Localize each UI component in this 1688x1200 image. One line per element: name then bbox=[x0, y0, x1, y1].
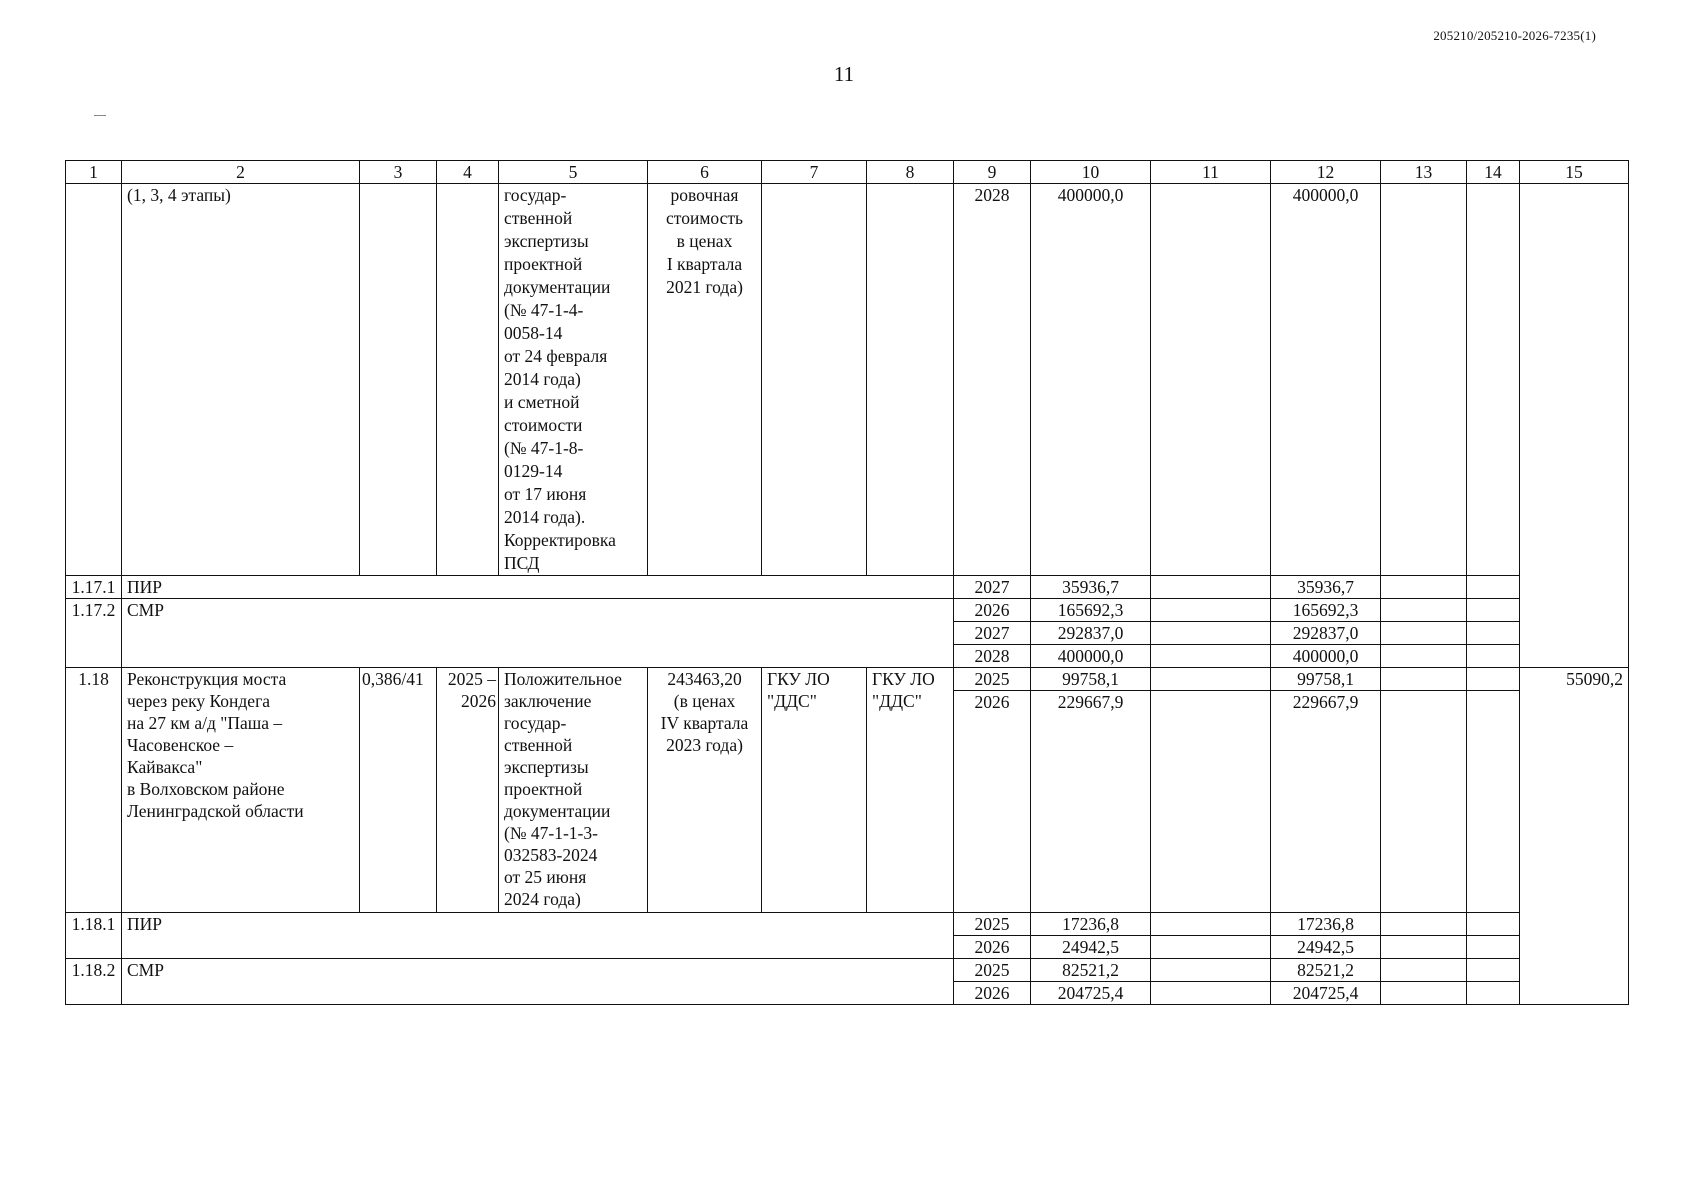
expertise-conclusion-continuation: государ- ственной экспертизы проектной документации (№ 47-1-4- 0058-14 от 24 февраля 2014 года) и сметной стоимости (№ 47-1-8- 0129-14 от 17 июня 2014 года). Корректировка ПСД bbox=[499, 184, 648, 576]
col15-cell bbox=[1520, 622, 1629, 645]
total-amount-cell: 229667,9 bbox=[1031, 691, 1151, 913]
capacity-cell bbox=[360, 184, 437, 576]
regional-budget-cell: 17236,8 bbox=[1271, 913, 1381, 936]
col13-cell bbox=[1381, 668, 1467, 691]
total-amount-cell: 165692,3 bbox=[1031, 599, 1151, 622]
col13-cell bbox=[1381, 622, 1467, 645]
regional-budget-cell: 229667,9 bbox=[1271, 691, 1381, 913]
regional-budget-cell: 35936,7 bbox=[1271, 576, 1381, 599]
object-name-cell: Реконструкция моста через реку Кондега на 27 км а/д "Паша – Часовенское – Кайвакса" в Волховском районе Ленинградской области bbox=[122, 668, 360, 913]
header-cell: 5 bbox=[499, 161, 648, 184]
regional-budget-cell: 292837,0 bbox=[1271, 622, 1381, 645]
col14-cell bbox=[1467, 599, 1520, 622]
row-number-cell: 1.17.1 bbox=[66, 576, 122, 599]
header-cell: 9 bbox=[954, 161, 1031, 184]
year-cell: 2028 bbox=[954, 184, 1031, 576]
col13-cell bbox=[1381, 913, 1467, 936]
col11-cell bbox=[1151, 576, 1271, 599]
header-cell: 12 bbox=[1271, 161, 1381, 184]
regional-budget-cell: 400000,0 bbox=[1271, 184, 1381, 576]
header-cell: 1 bbox=[66, 161, 122, 184]
header-cell: 10 bbox=[1031, 161, 1151, 184]
regional-budget-cell: 24942,5 bbox=[1271, 936, 1381, 959]
object-name-continuation: (1, 3, 4 этапы) bbox=[122, 184, 360, 576]
table-row-1-17-2 bbox=[66, 599, 1629, 622]
col11-cell bbox=[1151, 691, 1271, 913]
regional-budget-cell: 400000,0 bbox=[1271, 645, 1381, 668]
header-cell: 15 bbox=[1520, 161, 1629, 184]
col11-cell bbox=[1151, 599, 1271, 622]
col14-cell bbox=[1467, 691, 1520, 913]
header-cell: 11 bbox=[1151, 161, 1271, 184]
table-row-1-18-2 bbox=[66, 959, 1629, 982]
regional-budget-cell: 165692,3 bbox=[1271, 599, 1381, 622]
table-header-row bbox=[66, 161, 1629, 184]
col14-cell bbox=[1467, 913, 1520, 936]
col14-cell bbox=[1467, 622, 1520, 645]
col11-cell bbox=[1151, 668, 1271, 691]
year-cell: 2026 bbox=[954, 936, 1031, 959]
header-cell: 13 bbox=[1381, 161, 1467, 184]
estimated-cost-continuation: ровочная стоимость в ценах I квартала 2021 года) bbox=[648, 184, 762, 576]
page-number: 11 bbox=[833, 62, 855, 86]
col11-cell bbox=[1151, 645, 1271, 668]
table-row-1-18 bbox=[66, 668, 1629, 691]
regional-budget-cell: 82521,2 bbox=[1271, 959, 1381, 982]
col15-cell bbox=[1520, 645, 1629, 668]
stage-name-cell: ПИР bbox=[122, 576, 954, 599]
customer-cell bbox=[762, 184, 867, 576]
total-amount-cell: 204725,4 bbox=[1031, 982, 1151, 1005]
developer-cell: ГКУ ЛО "ДДС" bbox=[867, 668, 954, 913]
total-amount-cell: 99758,1 bbox=[1031, 668, 1151, 691]
row-number-cell: 1.18.2 bbox=[66, 959, 122, 1005]
stage-name-cell: СМР bbox=[122, 599, 954, 668]
col13-cell bbox=[1381, 691, 1467, 913]
header-cell: 6 bbox=[648, 161, 762, 184]
total-amount-cell: 35936,7 bbox=[1031, 576, 1151, 599]
estimated-cost-cell: 243463,20 (в ценах IV квартала 2023 года) bbox=[648, 668, 762, 913]
col14-cell bbox=[1467, 576, 1520, 599]
year-cell: 2028 bbox=[954, 645, 1031, 668]
margin-mark bbox=[94, 115, 106, 116]
col11-cell bbox=[1151, 184, 1271, 576]
col14-cell bbox=[1467, 936, 1520, 959]
year-cell: 2027 bbox=[954, 576, 1031, 599]
year-cell: 2025 bbox=[954, 913, 1031, 936]
table-row-1-18-1 bbox=[66, 913, 1629, 936]
total-amount-cell: 292837,0 bbox=[1031, 622, 1151, 645]
col13-cell bbox=[1381, 645, 1467, 668]
year-cell: 2027 bbox=[954, 622, 1031, 645]
expertise-conclusion-cell: Положительное заключение государ- ственной экспертизы проектной документации (№ 47-1-1-3- 032583-2024 от 25 июня 2024 года) bbox=[499, 668, 648, 913]
col11-cell bbox=[1151, 622, 1271, 645]
year-cell: 2026 bbox=[954, 691, 1031, 913]
period-cell bbox=[437, 184, 499, 576]
row-number-cell bbox=[66, 184, 122, 576]
header-cell: 4 bbox=[437, 161, 499, 184]
row-number-cell: 1.17.2 bbox=[66, 599, 122, 668]
col14-cell bbox=[1467, 668, 1520, 691]
document-registration-code: 205210/205210-2026-7235(1) bbox=[1433, 28, 1596, 43]
row-number-cell: 1.18.1 bbox=[66, 913, 122, 959]
col11-cell bbox=[1151, 913, 1271, 936]
col13-cell bbox=[1381, 936, 1467, 959]
col13-cell bbox=[1381, 599, 1467, 622]
total-amount-cell: 400000,0 bbox=[1031, 645, 1151, 668]
total-amount-cell: 24942,5 bbox=[1031, 936, 1151, 959]
col15-cell bbox=[1520, 576, 1629, 599]
year-cell: 2026 bbox=[954, 599, 1031, 622]
total-amount-cell: 82521,2 bbox=[1031, 959, 1151, 982]
col13-cell bbox=[1381, 982, 1467, 1005]
customer-cell: ГКУ ЛО "ДДС" bbox=[762, 668, 867, 913]
col11-cell bbox=[1151, 959, 1271, 982]
col13-cell bbox=[1381, 576, 1467, 599]
header-cell: 2 bbox=[122, 161, 360, 184]
col14-cell bbox=[1467, 645, 1520, 668]
col14-cell bbox=[1467, 959, 1520, 982]
col15-cell bbox=[1520, 184, 1629, 576]
col14-cell bbox=[1467, 184, 1520, 576]
col13-cell bbox=[1381, 959, 1467, 982]
col13-cell bbox=[1381, 184, 1467, 576]
year-cell: 2026 bbox=[954, 982, 1031, 1005]
developer-cell bbox=[867, 184, 954, 576]
row-number-cell: 1.18 bbox=[66, 668, 122, 913]
regional-budget-cell: 204725,4 bbox=[1271, 982, 1381, 1005]
total-amount-cell: 400000,0 bbox=[1031, 184, 1151, 576]
total-amount-cell: 17236,8 bbox=[1031, 913, 1151, 936]
capacity-cell: 0,386/41 bbox=[360, 668, 437, 913]
stage-name-cell: СМР bbox=[122, 959, 954, 1005]
header-cell: 7 bbox=[762, 161, 867, 184]
stage-name-cell: ПИР bbox=[122, 913, 954, 959]
header-cell: 8 bbox=[867, 161, 954, 184]
col14-cell bbox=[1467, 982, 1520, 1005]
financing-table bbox=[65, 160, 1629, 1005]
period-cell: 2025 – 2026 bbox=[437, 668, 499, 913]
table-row-continuation bbox=[66, 184, 1629, 576]
table-row-1-17-1 bbox=[66, 576, 1629, 599]
regional-budget-cell: 99758,1 bbox=[1271, 668, 1381, 691]
year-cell: 2025 bbox=[954, 959, 1031, 982]
col11-cell bbox=[1151, 982, 1271, 1005]
header-cell: 14 bbox=[1467, 161, 1520, 184]
col11-cell bbox=[1151, 936, 1271, 959]
col15-value-cell: 55090,2 bbox=[1520, 668, 1629, 1005]
col15-cell bbox=[1520, 599, 1629, 622]
header-cell: 3 bbox=[360, 161, 437, 184]
year-cell: 2025 bbox=[954, 668, 1031, 691]
